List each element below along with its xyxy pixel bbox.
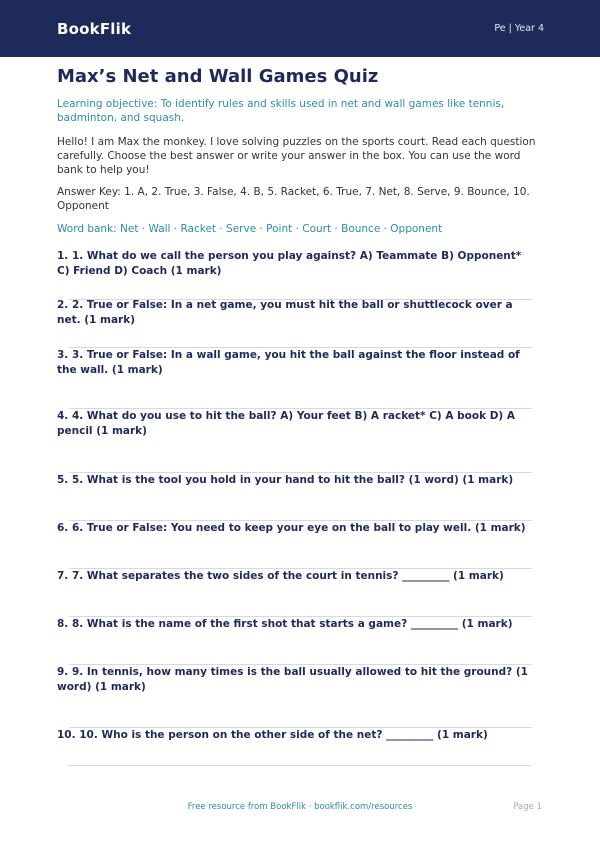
learning-objective: Learning objective: To identify rules and skills used in net and wall games like tennis, badminton, and squash. bbox=[57, 98, 505, 124]
question-4 bbox=[57, 409, 543, 472]
subject-year-label: Pe | Year 4 bbox=[494, 23, 544, 34]
question-text: 4. 4. What do you use to hit the ball? A) Your feet B) A racket* C) A book D) A pencil (1 mark) bbox=[57, 410, 516, 437]
question-10 bbox=[57, 728, 543, 762]
question-text: 6. 6. True or False: You need to keep your eye on the ball to play well. (1 mark) bbox=[57, 522, 526, 534]
question-text: 10. 10. Who is the person on the other side of the net? _________ (1 mark) bbox=[57, 729, 488, 741]
question-1 bbox=[57, 249, 543, 299]
question-text: 1. 1. What do we call the person you play against? A) Teammate B) Opponent* C) Friend D) Coach (1 mark) bbox=[57, 250, 522, 277]
question-text: 8. 8. What is the name of the first shot that starts a game? _________ (1 mark) bbox=[57, 618, 513, 630]
page-title: Max’s Net and Wall Games Quiz bbox=[57, 66, 379, 87]
question-6 bbox=[57, 521, 543, 568]
question-text: 2. 2. True or False: In a net game, you must hit the ball or shuttlecock over a net. (1 mark) bbox=[57, 299, 513, 326]
intro-text: Hello! I am Max the monkey. I love solving puzzles on the sports court. Read each question carefully. Choose the best answer or write your answer in the box. You can use the word bank to help you! bbox=[57, 136, 536, 176]
brand-logo[interactable]: BookFlik bbox=[57, 19, 132, 38]
question-text: 7. 7. What separates the two sides of the court in tennis? _________ (1 mark) bbox=[57, 570, 504, 582]
divider bbox=[68, 765, 531, 766]
question-5 bbox=[57, 473, 543, 520]
question-3 bbox=[57, 348, 543, 410]
question-9 bbox=[57, 665, 543, 727]
question-7 bbox=[57, 569, 543, 616]
answer-key: Answer Key: 1. A, 2. True, 3. False, 4. B, 5. Racket, 6. True, 7. Net, 8. Serve, 9. Bounce, 10. Opponent bbox=[57, 186, 530, 212]
question-text: 9. 9. In tennis, how many times is the ball usually allowed to hit the ground? (1 word) (1 mark) bbox=[57, 666, 528, 693]
page-number: Page 1 bbox=[513, 802, 542, 812]
question-text: 3. 3. True or False: In a wall game, you hit the ball against the floor instead of the wall. (1 mark) bbox=[57, 349, 520, 376]
question-list bbox=[57, 249, 543, 762]
question-text: 5. 5. What is the tool you hold in your hand to hit the ball? (1 word) (1 mark) bbox=[57, 474, 514, 486]
question-8 bbox=[57, 617, 543, 664]
worksheet-content bbox=[57, 64, 543, 762]
word-bank: Word bank: Net · Wall · Racket · Serve · Point · Court · Bounce · Opponent bbox=[57, 223, 443, 235]
page-header bbox=[0, 0, 600, 57]
question-2 bbox=[57, 298, 543, 347]
footer-credit[interactable]: Free resource from BookFlik · bookflik.com/resources bbox=[187, 802, 413, 812]
